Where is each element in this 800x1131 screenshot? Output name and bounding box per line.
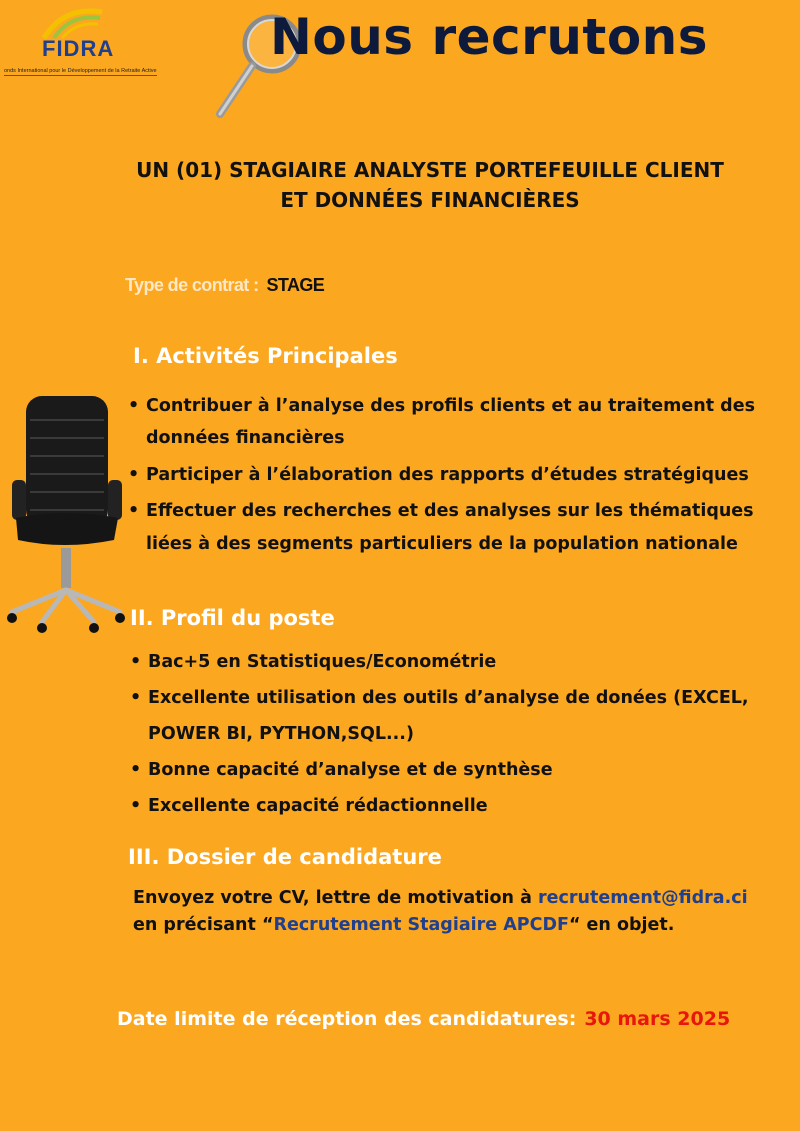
application-instructions	[133, 885, 783, 939]
contract-type	[125, 275, 324, 296]
list-item: • Bac+5 en Statistiques/Econométrie	[130, 645, 775, 681]
instruction-text: “ en objet.	[568, 915, 675, 936]
logo-text: FIDRA	[42, 36, 115, 61]
list-item: • Excellente utilisation des outils d’analyse de donées (EXCEL, POWER BI, PYTHON,SQL...)	[130, 681, 775, 753]
deadline	[117, 1008, 730, 1030]
section-application-title: III. Dossier de candidature	[128, 845, 442, 869]
profile-list	[130, 645, 775, 824]
job-title	[60, 155, 800, 215]
list-item: • Effectuer des recherches et des analyses sur les thématiques liées à des segments particuliers de la population nationale	[128, 495, 773, 560]
instruction-text: Envoyez votre CV, lettre de motivation à	[133, 888, 539, 908]
contract-label: Type de contrat :	[125, 275, 259, 295]
email-subject: Recrutement Stagiaire APCDF	[273, 915, 569, 936]
section-activities-title: I. Activités Principales	[133, 344, 398, 368]
contract-value: STAGE	[266, 275, 325, 295]
job-title-line-1: UN (01) STAGIAIRE ANALYSTE PORTEFEUILLE CLIENT	[136, 158, 724, 182]
list-item: • Contribuer à l’analyse des profils clients et au traitement des données financières	[128, 390, 773, 455]
office-chair-image	[4, 390, 128, 635]
deadline-label: Date limite de réception des candidatures:	[117, 1008, 577, 1030]
page-title: Nous recrutons	[270, 8, 709, 66]
section-profile-title: II. Profil du poste	[130, 606, 335, 630]
job-title-line-2: ET DONNÉES FINANCIÈRES	[280, 188, 580, 212]
list-item: • Bonne capacité d’analyse et de synthèse	[130, 753, 775, 789]
instruction-text: en précisant “	[133, 915, 274, 936]
list-item: • Excellente capacité rédactionnelle	[130, 789, 775, 825]
email-link[interactable]: recrutement@fidra.ci	[538, 888, 748, 908]
logo-subtitle: onds International pour le Développement de la Retraite Active	[4, 68, 157, 74]
list-item: • Participer à l’élaboration des rapports d’études stratégiques	[128, 459, 773, 491]
activities-list	[128, 390, 773, 564]
deadline-date: 30 mars 2025	[584, 1008, 731, 1030]
